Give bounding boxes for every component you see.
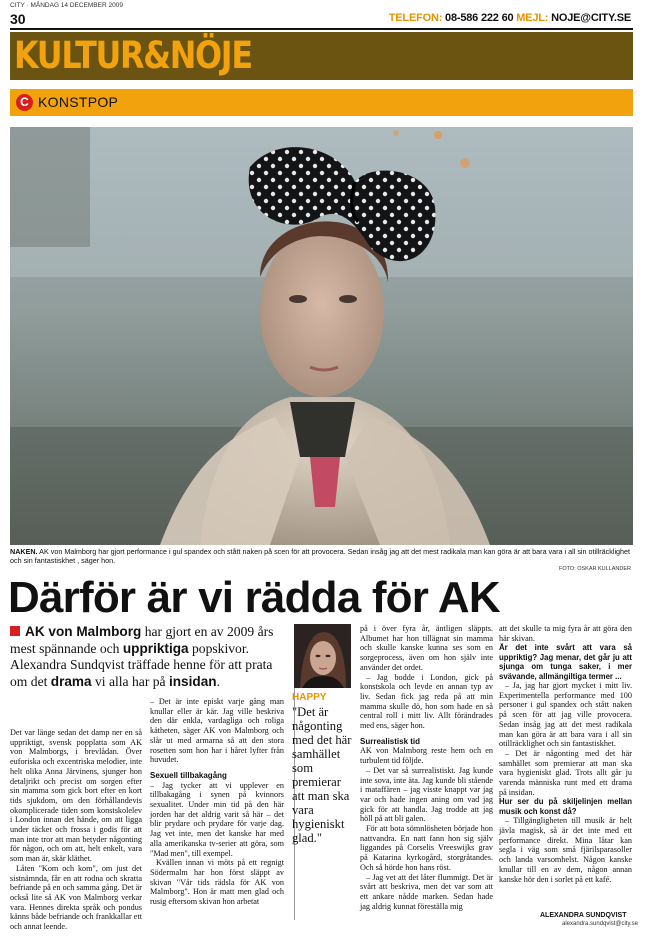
mail-label: MEJL: <box>516 12 549 24</box>
pull-quote: "Det är någonting med det här samhället som premierar att man ska vara hygieniskt glad." <box>292 705 352 845</box>
ingress-emphasis: uppriktiga <box>122 640 189 656</box>
red-square-icon <box>10 626 20 636</box>
author-email[interactable]: alexandra.sundqvist@city.se <box>562 921 639 927</box>
caption-text: AK von Malmborg har gjort performance i gul spandex och stått naken på scen för att provocera. Sedan insåg jag att det mest radikala man kan göra är att bara vara i all sin otillräcklighet och sin fantastiskhet , säger hon. <box>10 547 631 565</box>
body-column-3 <box>360 624 493 911</box>
body-paragraph: – Det var så surrealistiskt. Jag kunde inte sova, inte äta. Jag kunde bli stående i mataffären – jag visste knappt var jag var och hade ingen aning om vad jag gick för att handla. Jag trodde att jag höll på att bli galen. <box>360 765 493 824</box>
caption-lead: NAKEN. <box>10 547 38 556</box>
article-ingress <box>10 624 286 690</box>
body-paragraph: – Ja, jag har gjort mycket i mitt liv. Experimentella performance med 100 personer i gul spandex och stått naken på scen för att jag ville provocera. Sedan insåg jag att det mest radikala man kan göra är att bara vara i all sin otillräcklighet och sin fantastiskhet. <box>499 681 632 749</box>
body-paragraph: på i över fyra år, äntligen släppts. Albumet har hon tillägnat sin mamma och skulle kanske kunna ses som en sorgeprocess, även om hon själv inte använder det ordet. <box>360 624 493 672</box>
author-byline: ALEXANDRA SUNDQVIST <box>540 912 627 919</box>
ingress-name: AK von Malmborg <box>25 624 142 639</box>
photo-credit: FOTO: OSKAR KULLANDER <box>558 566 631 572</box>
ingress-text: popskivor. Alexandra Sundqvist träffade henne för att prata om det <box>10 640 273 689</box>
body-column-2 <box>150 697 284 907</box>
body-paragraph: AK von Malmborg reste hem och en turbulent tid följde. <box>360 746 493 766</box>
body-paragraph: Kvällen innan vi möts på ett regnigt Södermalm har hon först släppt av skivan "Vår tids rädsla för AK von Malmborg". Hon är matt men glad och rusig eftersom skivan hon arbetat <box>150 858 284 907</box>
issue-dateline: CITY · MÅNDAG 14 DECEMBER 2009 <box>10 2 123 9</box>
subheading: Surrealistisk tid <box>360 736 421 746</box>
interview-question: Är det inte svårt att vara så uppriktig? Jag menar, det går ju att sjunga om tunga saker, i mer svävande, allmängiltiga termer ... <box>499 643 632 681</box>
ingress-text: vi alla har på <box>91 673 169 689</box>
body-paragraph: – Det är någonting med det här samhället som premierar att man ska vara hygieniskt glad. Trots allt går ju varenda människa runt med ett drama på insidan. <box>499 748 632 797</box>
body-paragraph: – Jag tycker att vi upplever en tillbakagång i synen på kvinnors sexualitet. Under min tid på den här jorden har det aldrig varit så här – det blir prydare och prydare för varje dag. Jag vet inte, men det kanske har med alla amerikanska tv-serier att göra, som "Mad men", till exempel. <box>150 780 284 858</box>
portrait-thumbnail-illustration <box>294 624 351 688</box>
body-paragraph: – Det är inte episkt varje gång man knullar eller är kär. Jag ville beskriva den där enkla, vardagliga och roliga kätheten, säger AK von Malmborg och slår ut med armarna så att den stora rosetten som hon har i håret lyfter från huvudet. <box>150 697 284 765</box>
ingress-text: . <box>216 673 220 689</box>
photo-caption <box>10 547 633 565</box>
body-column-1 <box>10 728 142 932</box>
banner-title: KULTUR&NÖJE <box>14 34 252 77</box>
page-number: 30 <box>10 11 26 27</box>
ingress-emphasis: insidan <box>168 673 217 689</box>
mail-address[interactable]: NOJE@CITY.SE <box>551 12 631 24</box>
phone-label: TELEFON: <box>388 12 443 24</box>
main-photo <box>10 127 633 545</box>
article-headline: Därför är vi rädda för AK <box>8 573 500 622</box>
body-paragraph: – Jag bodde i London, gick på konstskola och levde en annan typ av liv. Sedan fick jag reda på att min mamma skulle dö, hon som hade en så central roll i mitt liv. Allt förändrades med ens, säger hon. <box>360 672 493 731</box>
interview-question: Hur ser du på skiljelinjen mellan musik och konst då? <box>499 797 632 816</box>
body-paragraph: – Tillgängligheten till musik är helt jävla magisk, så är det inte med ett performance direkt. Mina låtar kan segla i väg som små fjärilsparasoller och landa varsomhelst. Någon kanske knullar till en av dem, någon annan kanske hör den i sorlet på ett kafé. <box>499 816 632 884</box>
phone-number: 08-586 222 60 <box>445 12 514 24</box>
subheading: Sexuell tillbakagång <box>150 770 227 780</box>
body-paragraph: att det skulle ta mig fyra år att göra den här skivan. <box>499 624 632 643</box>
body-column-4 <box>499 624 632 884</box>
body-paragraph: För att bota sömnlösheten började hon nattvandra. En natt fann hon sig själv liggandes på Corselis Vreeswijks grav på Katarina kyrkogård, storgråtandes. Och så hörde hon hans röst. <box>360 824 493 872</box>
body-paragraph: Det var länge sedan det damp ner en så uppriktigt, svensk popplatta som AK von Malmborgs, i brevlådan. Över euforiska och excentriska melodier, inte helt olika Anna Järvinens, sjunger hon detaljrikt och precist om sorgen efter sin mamma som gick bort efter en kort tids sjukdom, om den förhållandevis okomplicerade tiden som konstskolelev i London innan det hände, om att ligga under täcket och frossa i godis för att man inte tror att man betyder någonting för någon, och om att, helt enkelt, vara som man är, skär kläthet. <box>10 728 142 864</box>
header-rule <box>10 28 633 30</box>
portrait-photo-illustration <box>10 127 633 545</box>
sidebar-portrait <box>294 624 351 688</box>
body-paragraph: – Jag vet att det låter flummigt. Det är svårt att beskriva, men det var som att ett ankare nådde marken. Sedan hade jag aldrig kunnat föreställa mig <box>360 872 493 911</box>
city-logo-icon: C <box>16 94 33 111</box>
ingress-emphasis: drama <box>50 673 92 689</box>
body-paragraph: Låten "Kom och kom", om just det sistnämnda, får en att rodna och skratta befriande på en och samma gång. Det är också lite så AK von Malmborg verkar vara. Hennes direkta språk och pondus känns både befriande och frankkallar ett och annat leende. <box>10 863 142 932</box>
ingress-text: har gjort en av 2009 års mest spännande och <box>10 624 274 656</box>
section-label: KONSTPOP <box>38 94 119 110</box>
sidebar-tag: HAPPY <box>292 692 327 703</box>
contact-line <box>389 12 631 24</box>
